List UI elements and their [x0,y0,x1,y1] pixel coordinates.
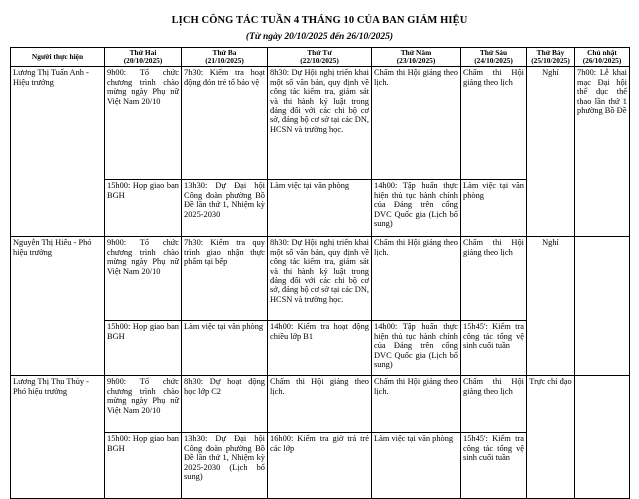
cell-thu-pm: Làm việc tại văn phòng [372,433,461,499]
person-name: Lương Thị Thu Thủy - Phó hiệu trưởng [11,376,105,499]
header-saturday: Thứ Bảy (25/10/2025) [527,48,575,67]
cell-wed-pm: 16h00: Kiểm tra giờ trả trẻ các lớp [268,433,372,499]
cell-tue-pm: 13h30: Dự Đại hội Công đoàn phường Bồ Đề lần thứ 1, Nhiệm kỳ 2025-2030 (Lịch bổ sung) [182,433,268,499]
header-wednesday: Thứ Tư (22/10/2025) [268,48,372,67]
cell-wed-am: 8h30: Dự Hội nghị triển khai một số văn bản, quy định về công tác kiểm tra, giám sát và thi hành kỷ luật trong đảng đối với các chi bộ cơ sở, đảng bộ cơ sở tại các DN, HCSN và trường học. [268,67,372,180]
table-row [11,67,630,180]
document-subtitle: (Từ ngày 20/10/2025 đến 26/10/2025) [245,32,394,42]
cell-sat: Trực chỉ đạo [527,376,575,499]
cell-thu-pm: 14h00: Tập huấn thực hiện thủ tục hành chính của Đảng trên cổng DVC Quốc gia (Lịch bổ sung) [372,321,461,376]
cell-wed-pm: 14h00: Kiểm tra hoạt động chiều lớp B1 [268,321,372,376]
person-name: Lương Thị Tuấn Anh - Hiệu trưởng [11,67,105,237]
header-tuesday: Thứ Ba (21/10/2025) [182,48,268,67]
cell-wed-am: 8h30: Dự Hội nghị triển khai một số văn bản, quy định về công tác kiểm tra, giám sát và thi hành kỷ luật trong đảng đối với các chi bộ cơ sở, đảng bộ cơ sở tại các DN, HCSN và trường học. [268,237,372,321]
cell-sun [575,237,630,376]
cell-wed-am: Chấm thi Hội giảng theo lịch. [268,376,372,433]
table-row [11,237,630,321]
cell-fri-am: Chấm thi Hội giảng theo lịch [461,67,527,180]
cell-fri-pm: 15h45': Kiểm tra công tác tổng vệ sinh cuối tuần [461,321,527,376]
cell-tue-am: 8h30: Dự hoạt động học lớp C2 [182,376,268,433]
cell-sun: 7h00: Lễ khai mạc Đại hội thể dục thể thao lần thứ 1 phường Bồ Đề [575,67,630,237]
cell-thu-am: Chấm thi Hội giảng theo lịch. [372,237,461,321]
cell-sun [575,376,630,499]
cell-mon-pm: 15h00: Họp giao ban BGH [105,180,182,237]
person-name: Nguyễn Thị Hiếu - Phó hiệu trưởng [11,237,105,376]
schedule-table [10,47,630,499]
cell-wed-pm: Làm việc tại văn phòng [268,180,372,237]
header-monday: Thứ Hai (20/10/2025) [105,48,182,67]
header-row [11,48,630,67]
cell-mon-am: 9h00: Tổ chức chương trình chào mừng ngày Phụ nữ Việt Nam 20/10 [105,67,182,180]
cell-thu-pm: 14h00: Tập huấn thực hiện thủ tục hành chính của Đảng trên cổng DVC Quốc gia (Lịch bổ sung) [372,180,461,237]
cell-fri-pm: 15h45': Kiểm tra công tác tổng vệ sinh cuối tuần [461,433,527,499]
cell-thu-am: Chấm thi Hội giảng theo lịch. [372,376,461,433]
header-sunday: Chủ nhật (26/10/2025) [575,48,630,67]
cell-fri-pm: Làm việc tại văn phòng [461,180,527,237]
header-thursday: Thứ Năm (23/10/2025) [372,48,461,67]
cell-thu-am: Chấm thi Hội giảng theo lịch. [372,67,461,180]
header-friday: Thứ Sáu (24/10/2025) [461,48,527,67]
cell-mon-am: 9h00: Tổ chức chương trình chào mừng ngày Phụ nữ Việt Nam 20/10 [105,237,182,321]
cell-tue-am: 7h30: Kiểm tra quy trình giao nhận thực phẩm tại bếp [182,237,268,321]
cell-tue-pm: 13h30: Dự Đại hội Công đoàn phường Bồ Đề lần thứ 1, Nhiệm kỳ 2025-2030 [182,180,268,237]
cell-tue-pm: Làm việc tại văn phòng [182,321,268,376]
cell-mon-am: 9h00: Tổ chức chương trình chào mừng ngày Phụ nữ Việt Nam 20/10 [105,376,182,433]
header-person: Người thực hiện [11,48,105,67]
table-row [11,376,630,433]
cell-fri-am: Chấm thi Hội giảng theo lịch [461,376,527,433]
cell-tue-am: 7h30: Kiểm tra hoạt động đón trẻ tổ bảo vệ [182,67,268,180]
cell-mon-pm: 15h00: Họp giao ban BGH [105,321,182,376]
document-title: LỊCH CÔNG TÁC TUẦN 4 THÁNG 10 CỦA BAN GIÁM HIỆU [171,15,468,26]
cell-fri-am: Chấm thi Hội giảng theo lịch [461,237,527,321]
cell-mon-pm: 15h00: Họp giao ban BGH [105,433,182,499]
cell-sat: Nghỉ [527,237,575,376]
cell-sat: Nghỉ [527,67,575,237]
